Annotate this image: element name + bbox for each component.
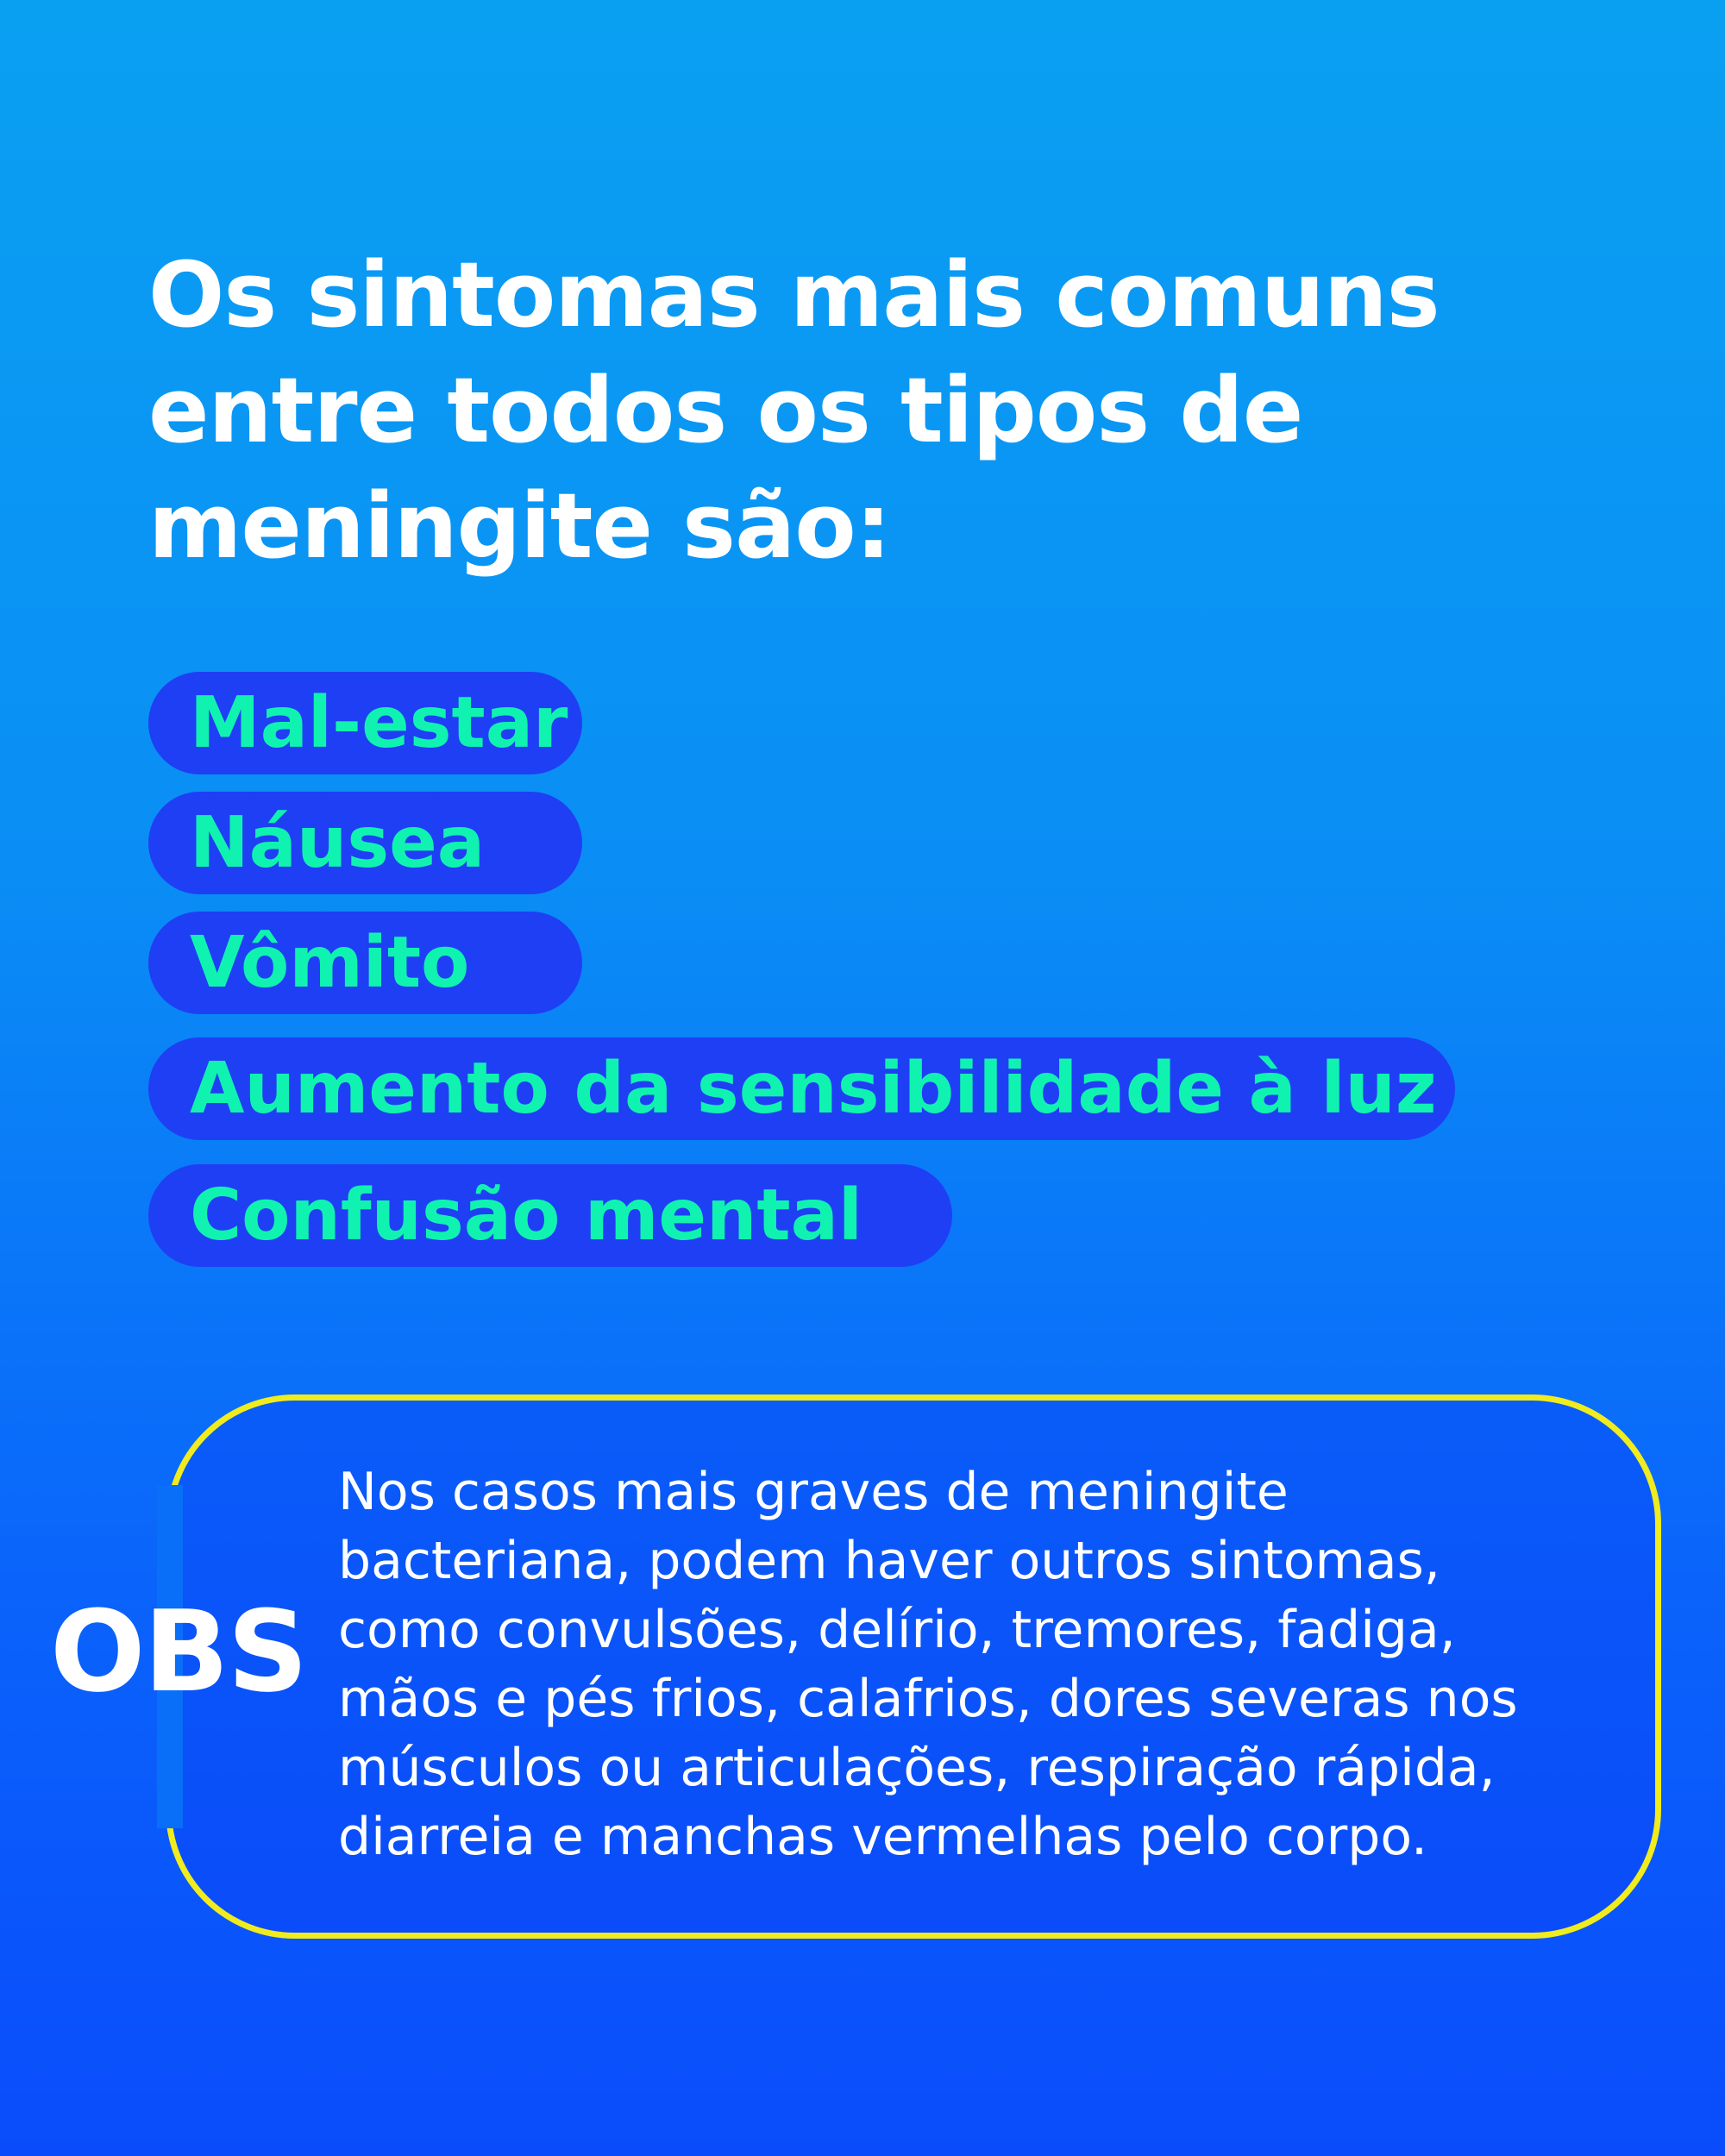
- symptom-pill-confusao-mental: Confusão mental: [148, 1164, 952, 1267]
- obs-note-text: Nos casos mais graves de meningite bacteriana, podem haver outros sintomas, como convulsões, delírio, tremores, fadiga, mãos e pés frios, calafrios, dores severas nos músculos ou articulações, respiração rápida, diarreia e manchas vermelhas pelo corpo.: [338, 1462, 1518, 1867]
- obs-label: OBS: [50, 1586, 307, 1717]
- symptom-pill-nausea: Náusea: [148, 792, 582, 894]
- symptom-pill-mal-estar: Mal-estar: [148, 672, 582, 774]
- symptom-pill-vomito: Vômito: [148, 912, 582, 1014]
- symptom-pill-sensibilidade-luz: Aumento da sensibilidade à luz: [148, 1037, 1455, 1140]
- headline: Os sintomas mais comuns entre todos os tipos de meningite são:: [148, 242, 1440, 579]
